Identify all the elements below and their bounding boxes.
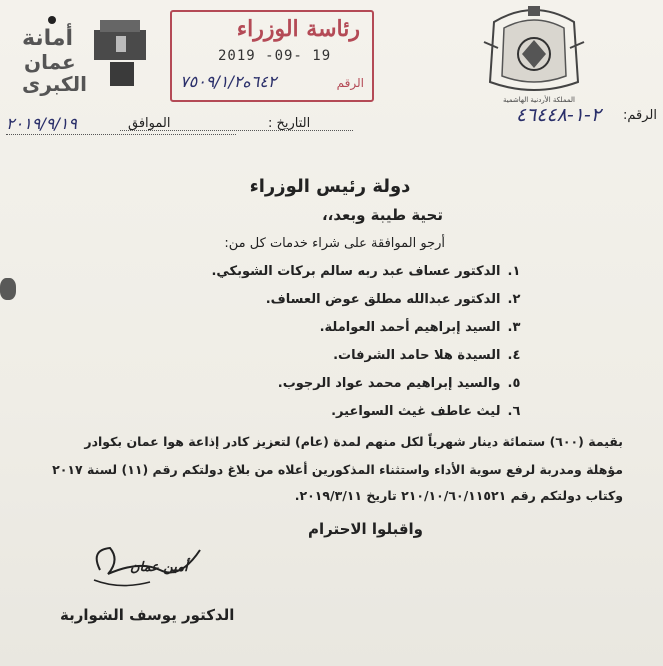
logo-line-2: عمان — [24, 50, 76, 74]
gam-logo-mark-icon — [88, 12, 158, 92]
received-stamp — [170, 10, 374, 102]
gam-logo — [14, 6, 164, 102]
coat-of-arms — [474, 2, 594, 106]
list-item — [333, 348, 523, 363]
list-item-text: السيدة هلا حامد الشرفات. — [333, 348, 501, 363]
list-item — [320, 320, 523, 335]
list-item-number: ٣. — [507, 320, 521, 335]
body-paragraph-line: وكتاب دولتكم رقم ٢١٠/١٠/٦٠/١١٥٢١ تاريخ ٢٠١٩/٣/١١. — [294, 488, 623, 503]
coat-of-arms-icon — [474, 2, 594, 98]
list-item-text: والسيد إبراهيم محمد عواد الرجوب. — [277, 376, 501, 391]
stamp-ref-label: الرقم — [336, 76, 364, 90]
ref-value: ٢-١-٤٦٤٤٨ — [515, 104, 601, 126]
body-paragraph-line: مؤهلة ومدربة لرفع سوية الأداء واستثناء المذكورين أعلاه من بلاغ دولتكم رقم (١١) لسنة ٢٠١٧ — [52, 462, 623, 477]
list-item-text: الدكتور عساف عبد ربه سالم بركات الشوبكي. — [211, 264, 501, 279]
list-item-text: السيد إبراهيم أحمد العواملة. — [319, 320, 501, 335]
agree-dotted-line — [6, 134, 236, 135]
list-item-number: ٤. — [507, 348, 521, 363]
list-item-number: ٥. — [507, 376, 521, 391]
recipient: دولة رئيس الوزراء — [249, 176, 411, 197]
list-item — [266, 292, 523, 307]
list-item-text: الدكتور عبدالله مطلق عوض العساف. — [265, 292, 501, 307]
agree-value: ٢٠١٩/٩/١٩ — [6, 114, 77, 133]
body-paragraph-line: بقيمة (٦٠٠) ستمائة دينار شهرياً لكل منهم لمدة (عام) لتعزيز كادر إذاعة هوا عمان بكوادر — [84, 434, 623, 449]
logo-line-3: الكبرى — [22, 72, 87, 96]
stamp-date: 2019 -09- 19 — [218, 48, 332, 64]
logo-line-1: أمانة — [22, 26, 74, 51]
list-item — [278, 376, 523, 391]
signer-name: الدكتور يوسف الشواربة — [60, 606, 235, 624]
list-item-text: ليث عاطف غيث السواعير. — [331, 404, 501, 419]
list-item — [331, 404, 523, 419]
ref-label: الرقم: — [623, 108, 657, 123]
stamp-title: رئاسة الوزراء — [236, 16, 360, 42]
signature-title: أمين عمان — [130, 560, 188, 575]
emblem-caption: المملكة الأردنية الهاشمية — [502, 96, 576, 104]
closing: واقبلوا الاحترام — [307, 520, 423, 538]
list-item-number: ٢. — [507, 292, 521, 307]
list-item — [211, 264, 523, 279]
reference-row — [0, 104, 663, 138]
intro-line: أرجو الموافقة على شراء خدمات كل من: — [224, 236, 445, 251]
date-label: التاريخ : — [268, 116, 311, 131]
greeting: تحية طيبة وبعد،، — [321, 206, 443, 224]
ink-smudge — [0, 278, 16, 300]
agree-label: الموافق — [128, 116, 171, 131]
date-dotted-line — [120, 130, 353, 131]
list-item-number: ١. — [507, 264, 521, 279]
stamp-ref-value: ٦٤٢ه٧٥٠٩/١/٢ — [180, 72, 277, 91]
list-item-number: ٦. — [507, 404, 521, 419]
